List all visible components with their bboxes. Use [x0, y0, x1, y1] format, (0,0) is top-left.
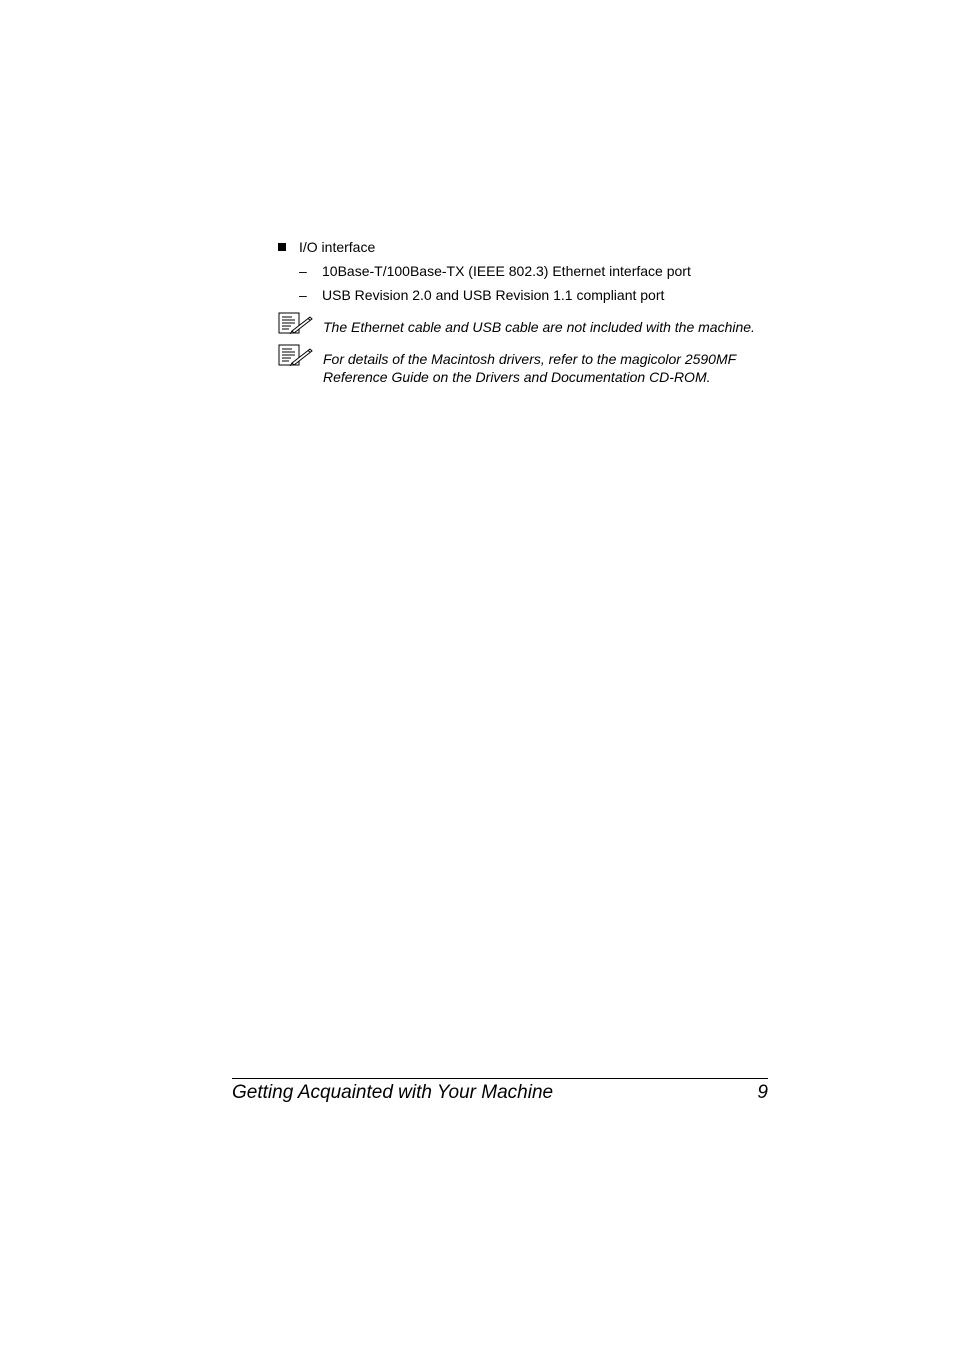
sub-item-text: USB Revision 2.0 and USB Revision 1.1 compliant port — [322, 287, 665, 303]
sub-item-ethernet — [299, 262, 691, 280]
note-pencil-icon — [278, 344, 314, 368]
note-text: For details of the Macintosh drivers, refer to the magicolor 2590MF Reference Guide on the Drivers and Documentation CD-ROM. — [323, 351, 736, 385]
square-bullet-icon — [278, 243, 286, 251]
note-text: The Ethernet cable and USB cable are not included with the machine. — [323, 319, 755, 335]
dash-marker: – — [299, 287, 307, 303]
note-pencil-icon — [278, 312, 314, 336]
sub-item-usb — [299, 286, 664, 304]
bullet-text: I/O interface — [299, 239, 376, 255]
sub-item-text: 10Base-T/100Base-TX (IEEE 802.3) Ethernet interface port — [322, 263, 691, 279]
dash-marker: – — [299, 263, 307, 279]
footer-page-number: 9 — [757, 1082, 768, 1103]
footer-chapter-title: Getting Acquainted with Your Machine — [232, 1082, 554, 1103]
footer-rule — [232, 1078, 768, 1079]
bullet-io-interface — [278, 238, 375, 256]
